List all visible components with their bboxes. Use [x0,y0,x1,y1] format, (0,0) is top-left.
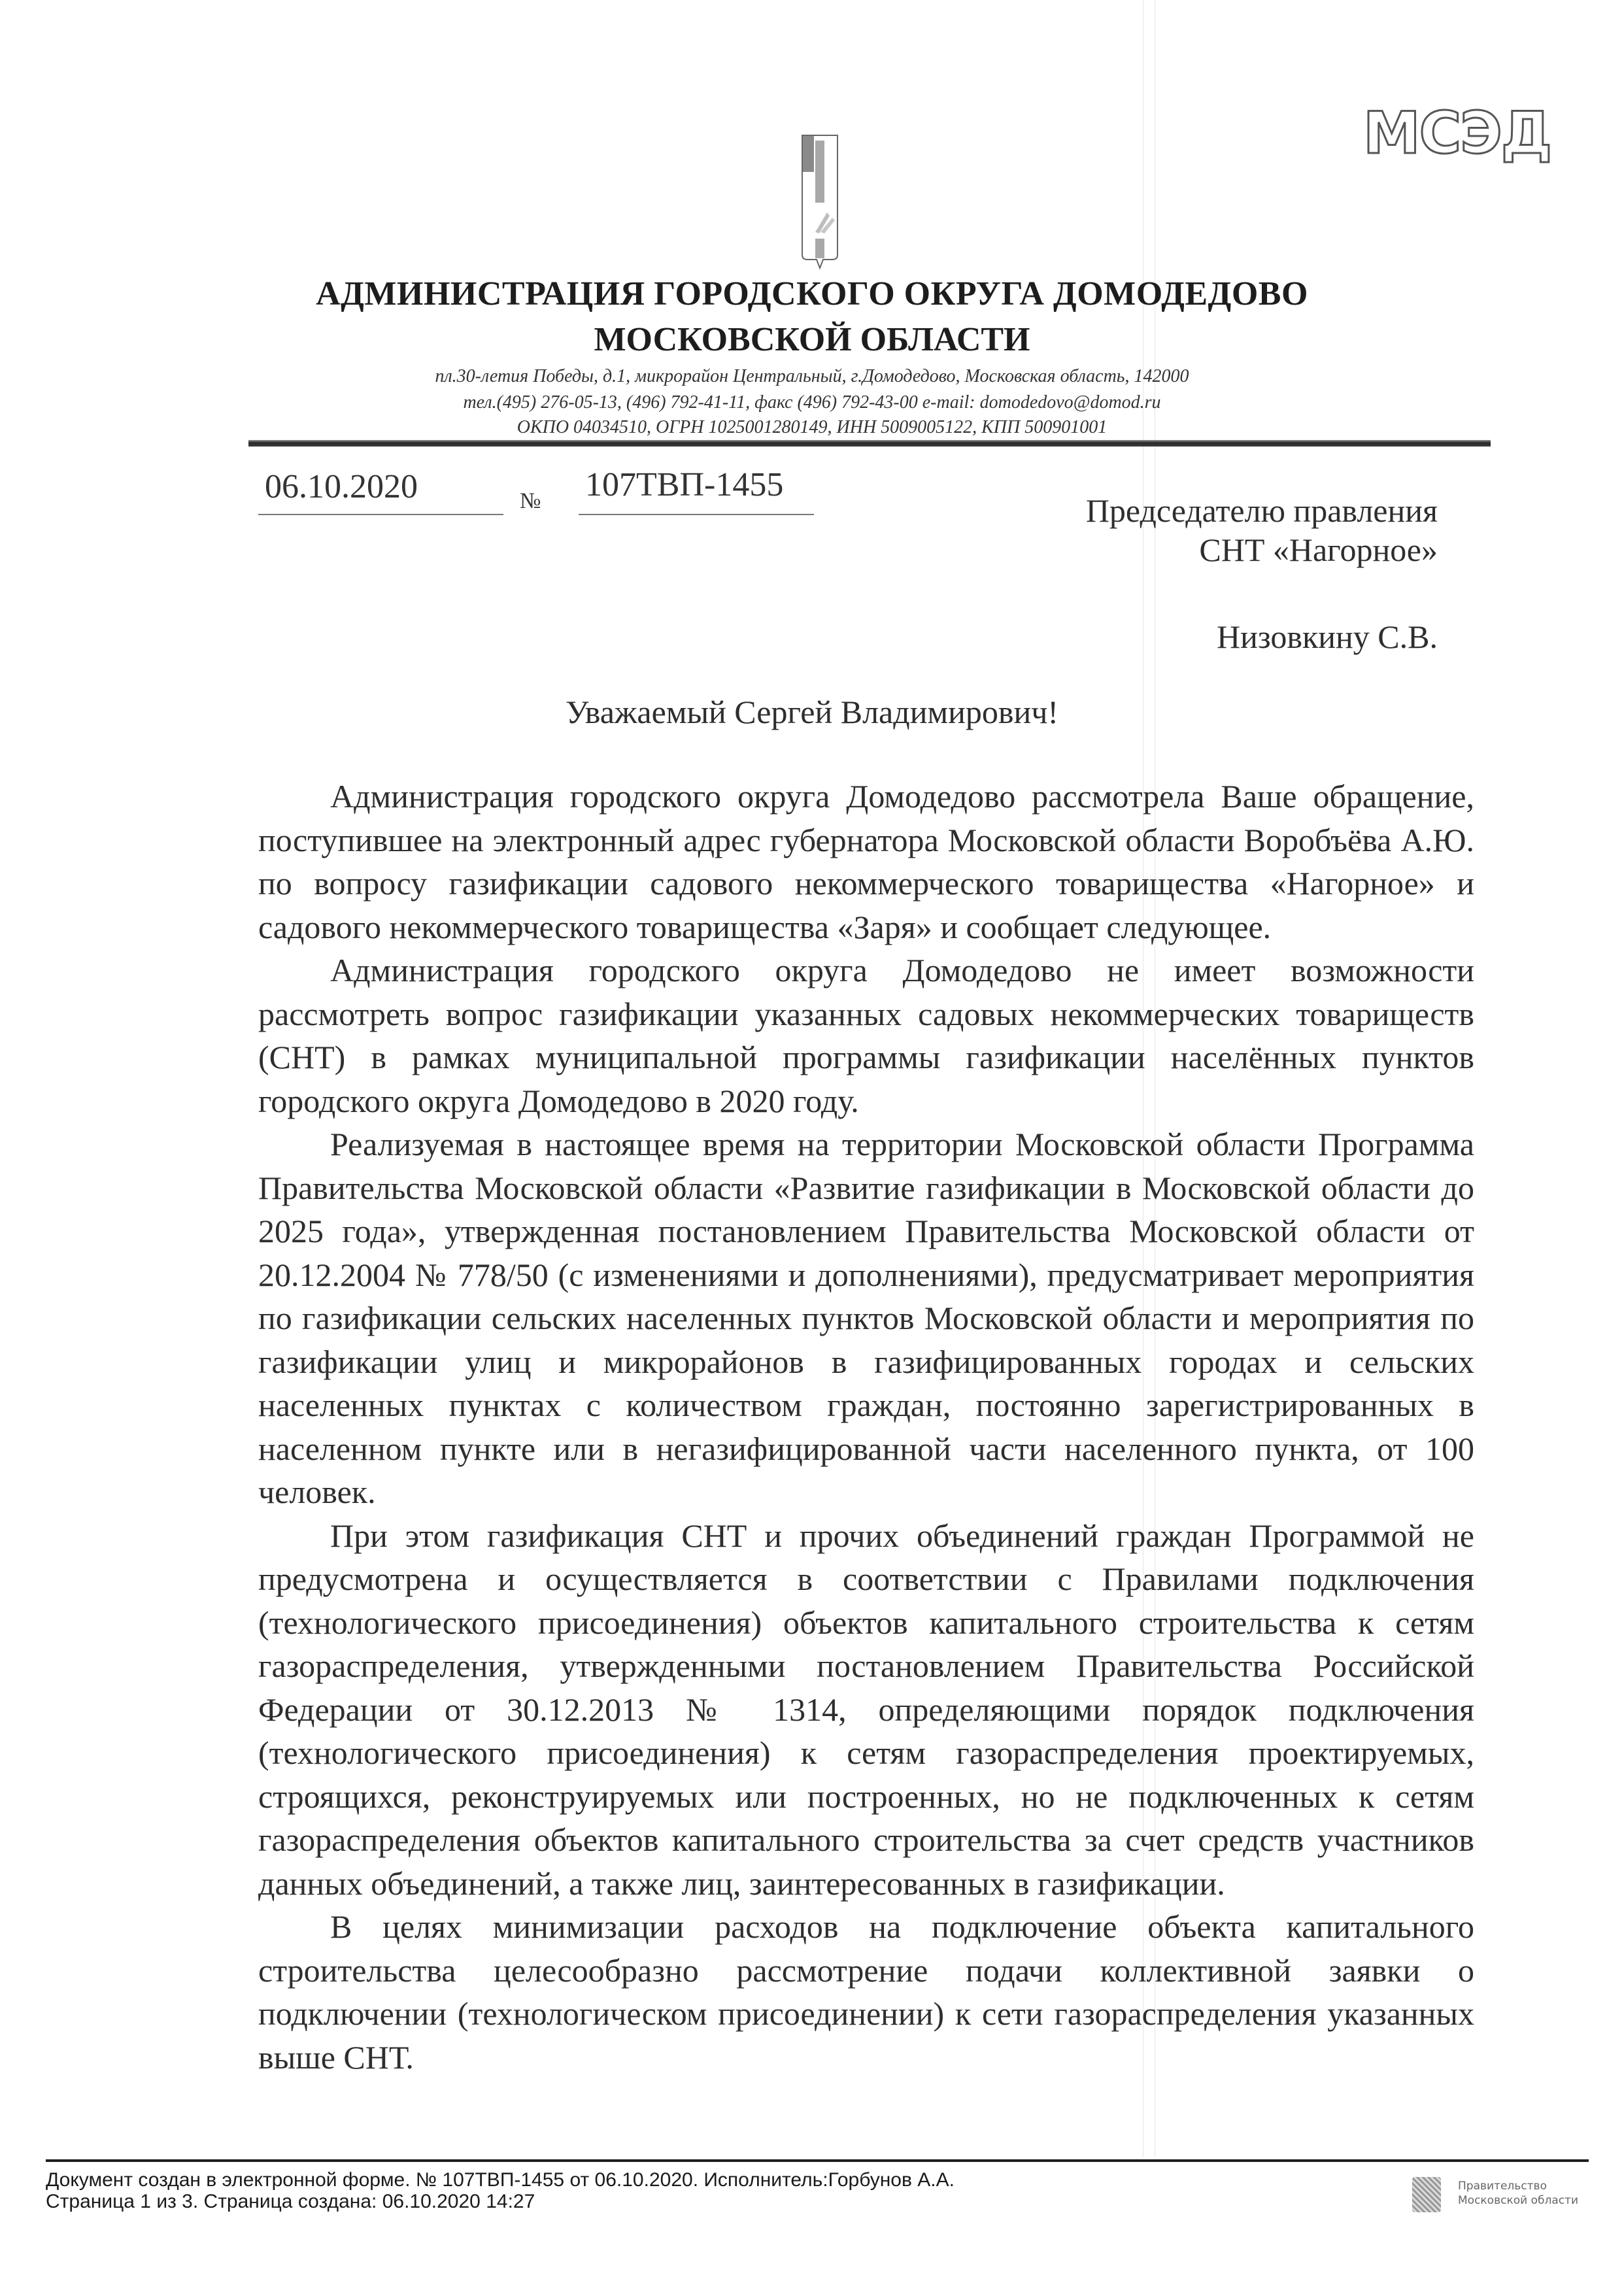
body-paragraph: Администрация городского округа Домодедово рассмотрела Ваше обращение, поступившее на электронный адрес губернатора Московской области Воробъёва А.Ю. по вопросу газификации садового некоммерческого товарищества «Нагорное» и садового некоммерческого товарищества «Заря» и сообщает следующее. [258,778,1474,945]
footer-info [46,2169,955,2212]
government-label [1458,2179,1578,2208]
body-paragraph: В целях минимизации расходов на подключение объекта капитального строительства целесообразно рассмотрение подачи коллективной заявки о подключении (технологическом присоединении) к сети газораспределения указанных выше СНТ. [258,1908,1474,2076]
government-label-line2: Московской области [1458,2194,1579,2207]
header-divider [248,440,1491,447]
addressee-organization: СНТ «Нагорное» [1199,531,1438,568]
number-underline [579,514,814,515]
coat-of-arms-icon [801,134,839,271]
body-paragraph: Администрация городского округа Домодедово не имеет возможности рассмотреть вопрос газификации указанных садовых некоммерческих товариществ (СНТ) в рамках муниципальной программы газификации населённых пунктов городского округа Домодедово в 2020 году. [258,952,1474,1119]
body-paragraph: Реализуемая в настоящее время на территории Московской области Программа Правительства Московской области «Развитие газификации в Московской области до 2025 года», утвержденная постановлением Правительства Московской области от 20.12.2004 № 778/50 (с изменениями и дополнениями), предусматривает мероприятия по газификации сельских населенных пунктов Московской области и мероприятия по газификации улиц и микрорайонов в газифицированных городах и сельских населенных пунктах с количеством граждан, постоянно зарегистрированных в населенном пункте или в негазифицированной части населенного пункта, от 100 человек. [258,1126,1474,1510]
organization-contacts: тел.(495) 276-05-13, (496) 792-41-11, факс (496) 792-43-00 e-mail: domodedovo@domod.ru [463,392,1161,413]
addressee-name: Низовкину С.В. [1217,618,1438,655]
msed-stamp: МСЭД [1363,99,1551,167]
number-sign: № [520,489,541,513]
letter-date: 06.10.2020 [265,468,418,505]
addressee-position: Председателю правления [1085,492,1438,529]
government-label-line1: Правительство [1458,2180,1547,2193]
letter-body [258,775,1474,2079]
letter-number: 107ТВП-1455 [585,466,784,503]
footer-document-info: Документ создан в электронной форме. № 107ТВП-1455 от 06.10.2020. Исполнитель:Горбунов А.А. [46,2169,955,2191]
organization-region: МОСКОВСКОЙ ОБЛАСТИ [594,321,1030,358]
moscow-region-emblem-icon [1412,2177,1441,2212]
footer-page-info: Страница 1 из 3. Страница создана: 06.10.2020 14:27 [46,2191,535,2212]
greeting: Уважаемый Сергей Владимирович! [565,694,1059,730]
organization-address: пл.30-летия Победы, д.1, микрорайон Центральный, г.Домодедово, Московская область, 142000 [435,366,1189,386]
footer-divider [46,2159,1589,2162]
organization-name: АДМИНИСТРАЦИЯ ГОРОДСКОГО ОКРУГА ДОМОДЕДОВО [316,275,1308,312]
date-underline [258,514,503,515]
body-paragraph: При этом газификация СНТ и прочих объединений граждан Программой не предусмотрена и осуществляется в соответствии с Правилами подключения (технологического присоединения) объектов капитального строительства к сетям газораспределения, утвержденными постановлением Правительства Российской Федерации от 30.12.2013 № 1314, определяющими порядок подключения (технологического присоединения) к сетям газораспределения проектируемых, строящихся, реконструируемых или построенных, но не подключенных к сетям газораспределения объектов капитального строительства за счет средств участников данных объединений, а также лиц, заинтересованных в газификации. [258,1517,1474,1902]
organization-codes: ОКПО 04034510, ОГРН 1025001280149, ИНН 5009005122, КПП 500901001 [516,417,1108,437]
